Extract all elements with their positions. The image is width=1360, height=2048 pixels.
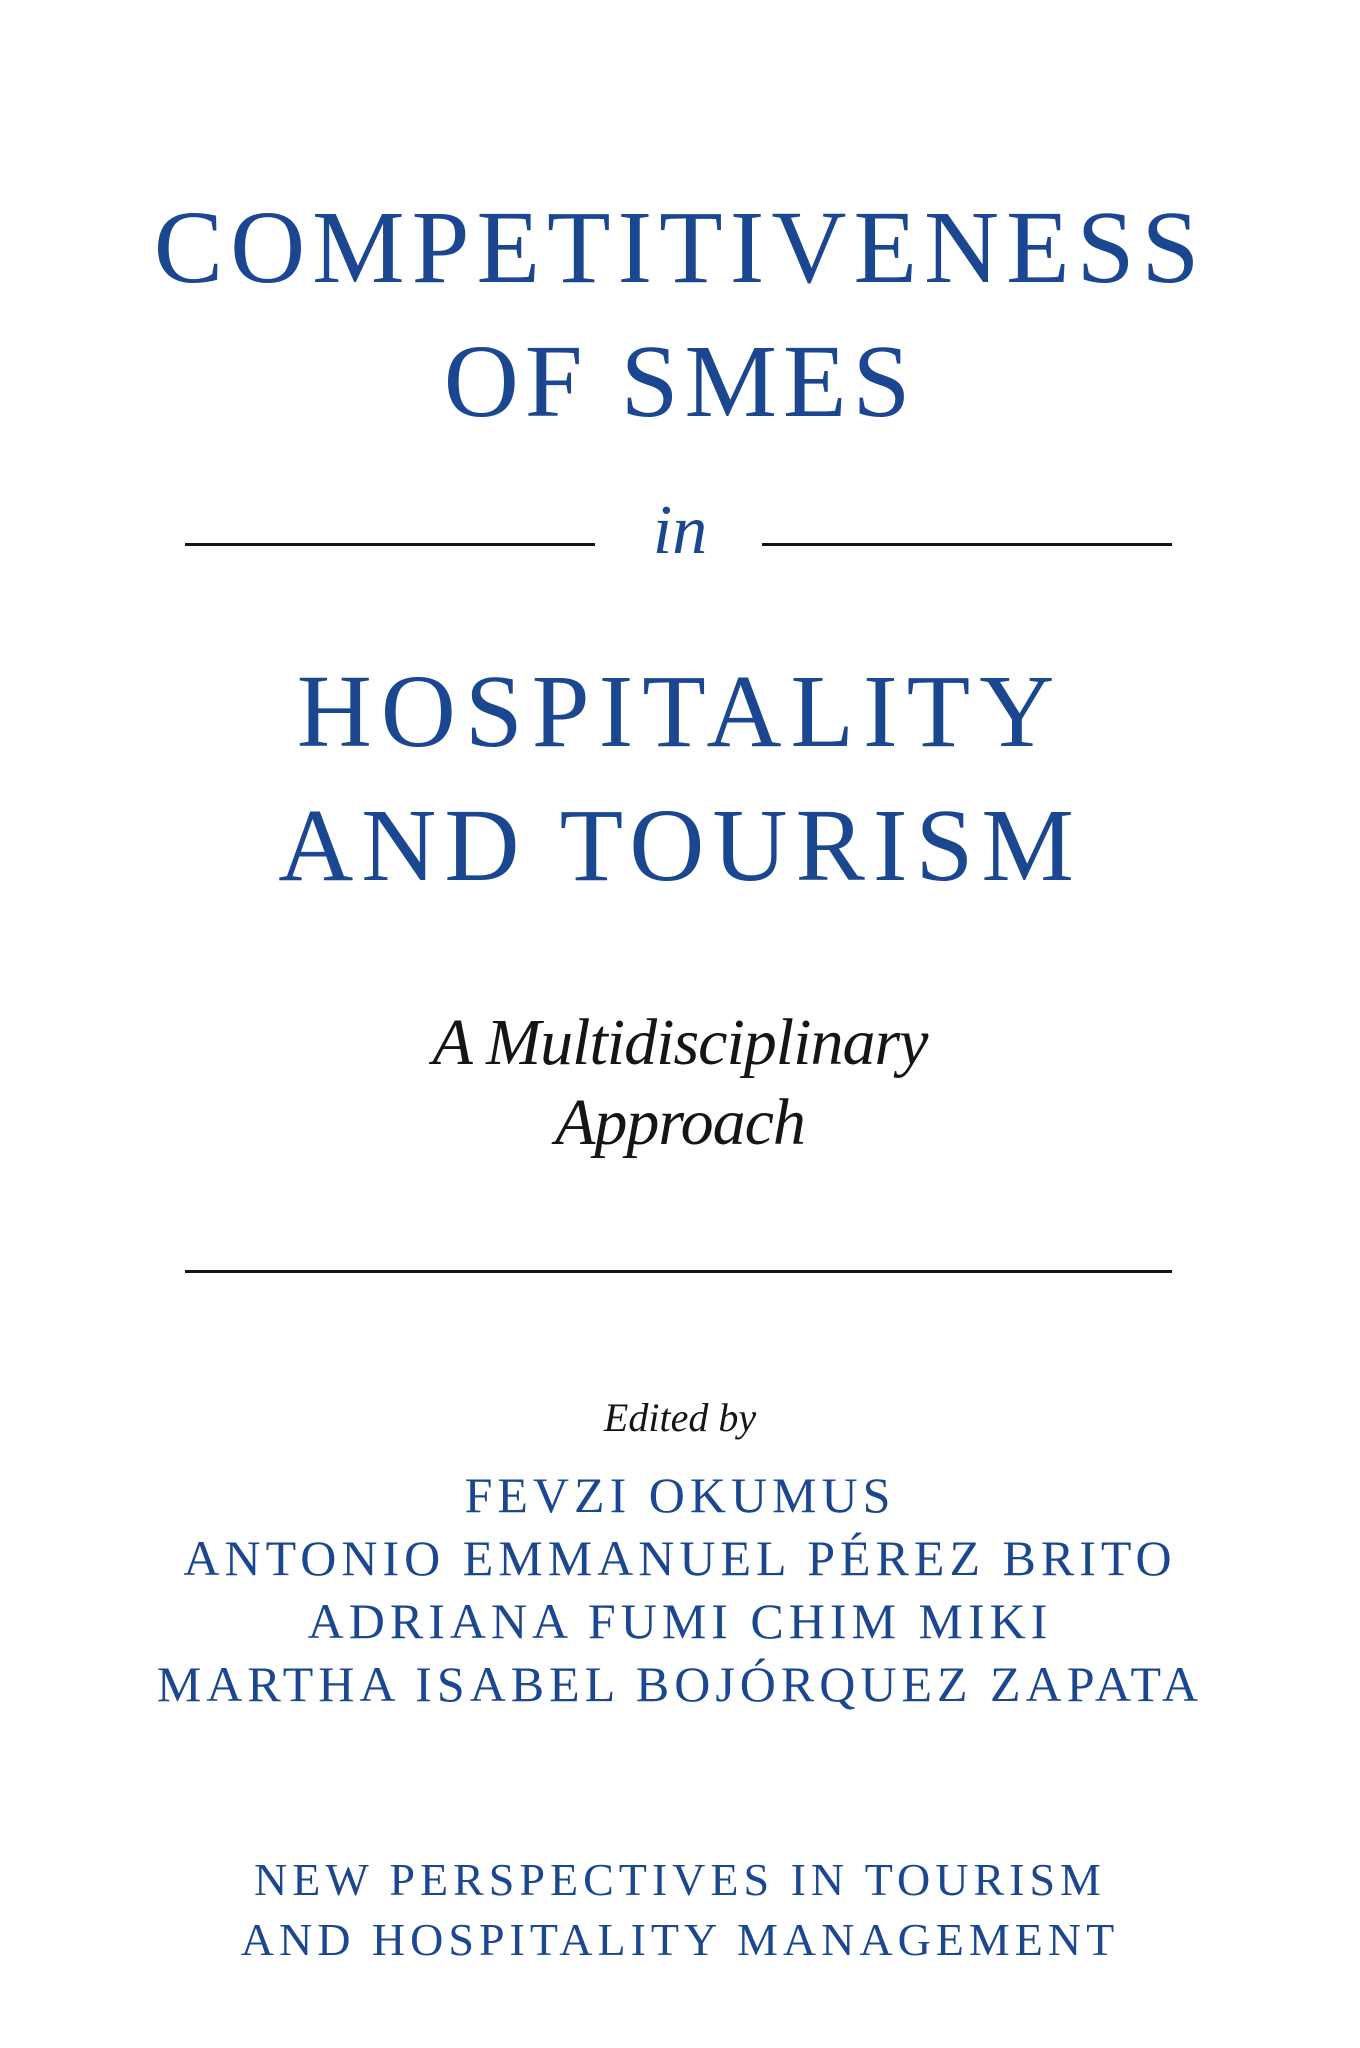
subtitle-line-1: A Multidisciplinary <box>432 1006 928 1079</box>
title-line-1: COMPETITIVENESS <box>153 190 1207 305</box>
editor-name: FEVZI OKUMUS <box>464 1467 896 1523</box>
title-line-2: OF SMES <box>443 324 917 439</box>
divider-right <box>762 543 1172 546</box>
title-connector: in <box>652 492 708 569</box>
series-title-line-1: NEW PERSPECTIVES IN TOURISM <box>254 1854 1106 1905</box>
editor-name: ADRIANA FUMI CHIM MIKI <box>307 1593 1053 1649</box>
divider-full <box>185 1270 1172 1273</box>
editor-name: ANTONIO EMMANUEL PÉREZ BRITO <box>183 1530 1177 1586</box>
subtitle-line-2: Approach <box>555 1086 805 1159</box>
editor-name: MARTHA ISABEL BOJÓRQUEZ ZAPATA <box>156 1656 1204 1712</box>
edited-by-label: Edited by <box>603 1395 757 1440</box>
title-line-4: AND TOURISM <box>278 788 1082 903</box>
series-title-line-2: AND HOSPITALITY MANAGEMENT <box>240 1914 1120 1965</box>
title-line-3: HOSPITALITY <box>296 654 1064 769</box>
